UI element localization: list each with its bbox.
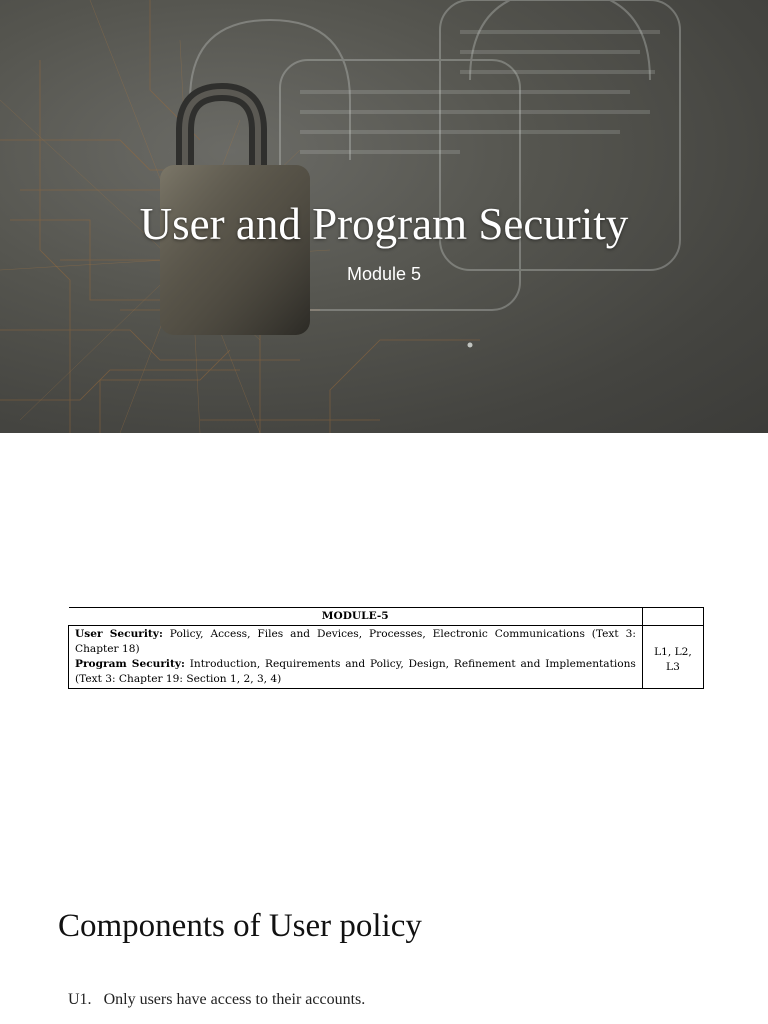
module-header: MODULE-5 xyxy=(69,608,643,626)
list-item-number: U1. xyxy=(68,991,92,1008)
table-row xyxy=(69,626,704,689)
components-heading: Components of User policy xyxy=(58,908,422,944)
syllabus-table-image xyxy=(68,607,704,689)
table-header-row xyxy=(69,608,704,626)
slide-subtitle: Module 5 xyxy=(346,264,422,284)
syllabus-table xyxy=(68,607,704,689)
slide-title: User and Program Security xyxy=(139,199,629,249)
levels-cell: L1, L2, L3 xyxy=(642,626,703,689)
header-blank-cell xyxy=(642,608,703,626)
title-slide xyxy=(0,0,768,433)
program-security-label: Program Security: xyxy=(75,658,185,670)
program-security-text: Introduction, Requirements and Policy, Design, Refinement and Implementations (Text 3: Chapter 19: Section 1, 2, 3, 4) xyxy=(75,658,636,685)
user-security-text: Policy, Access, Files and Devices, Processes, Electronic Communications (Text 3: Chapter 18) xyxy=(75,628,636,655)
module-content-cell xyxy=(69,626,643,689)
list-item xyxy=(68,991,365,1009)
user-security-label: User Security: xyxy=(75,628,163,640)
list-item-text: Only users have access to their accounts. xyxy=(103,991,366,1008)
